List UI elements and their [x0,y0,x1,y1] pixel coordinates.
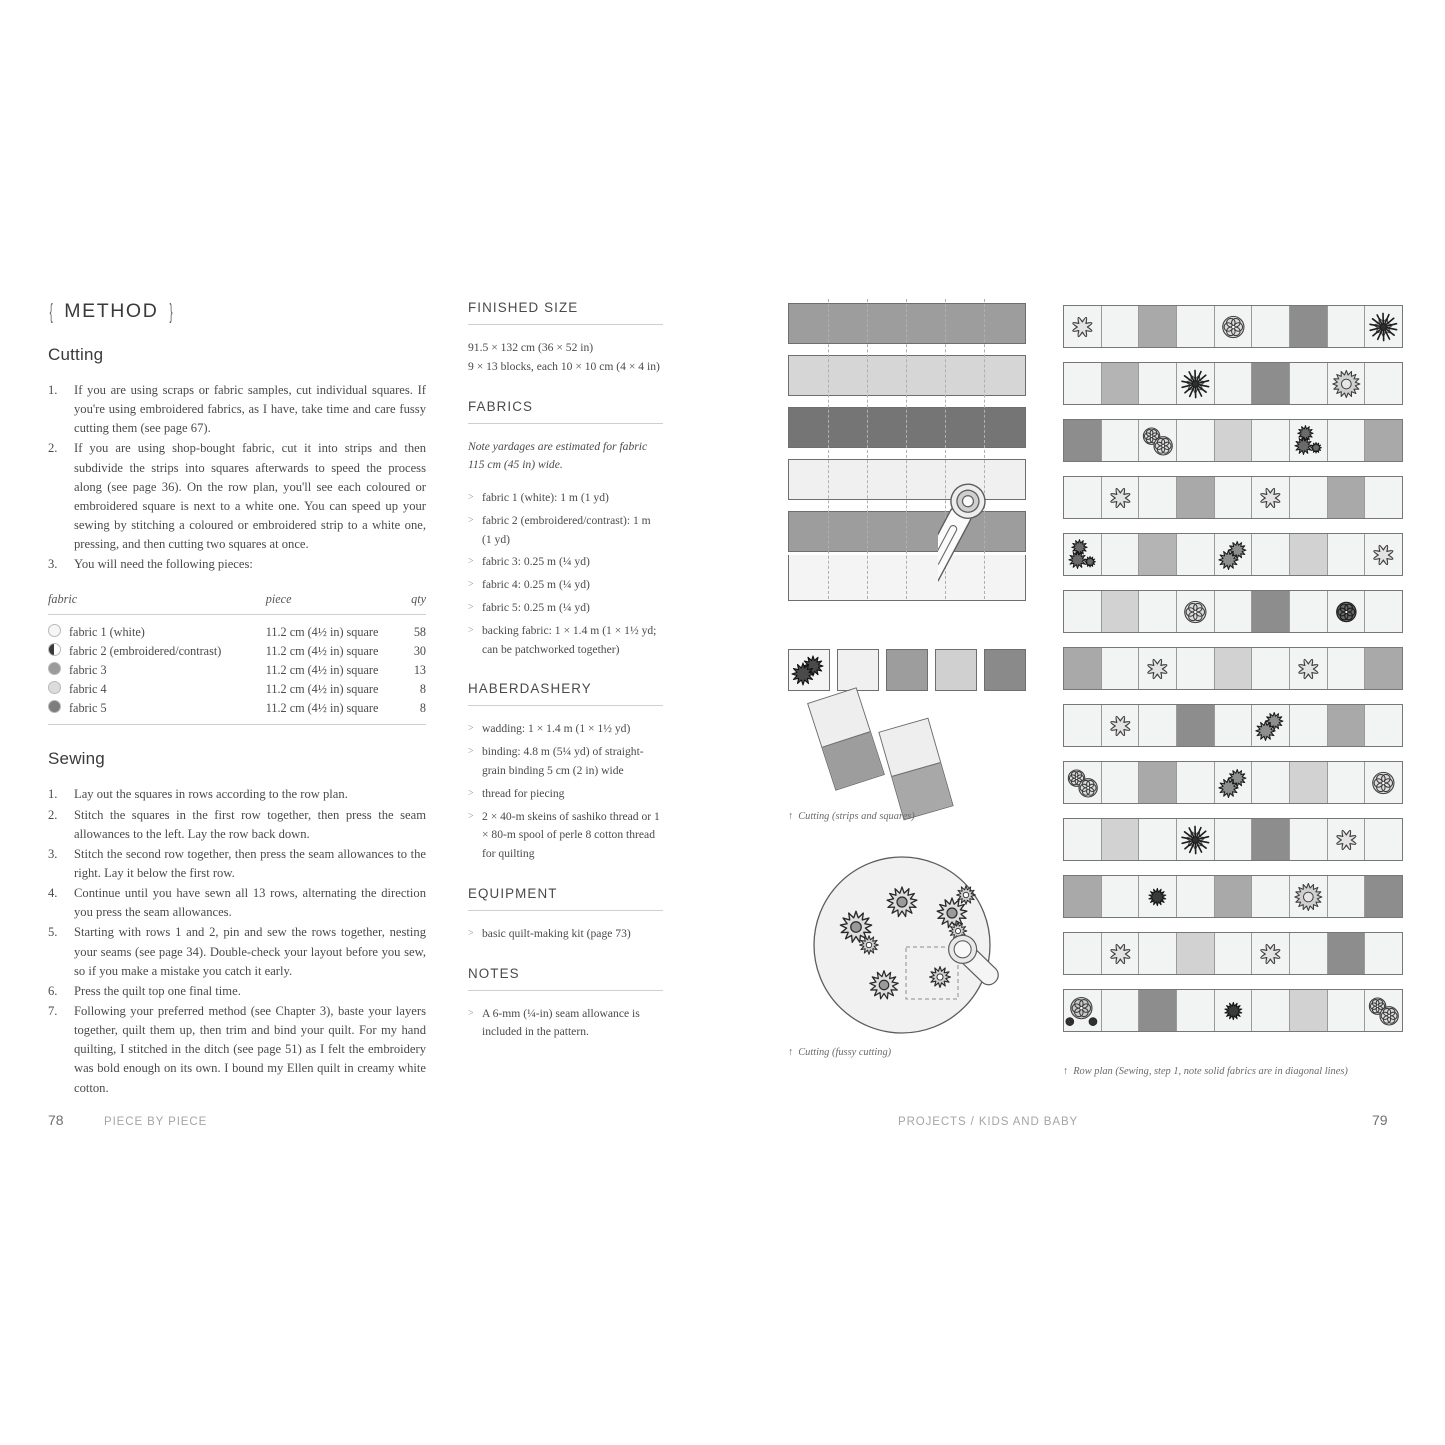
table-head [48,592,426,615]
cut-square [788,649,830,691]
row-plan-cell [1365,819,1402,860]
row-plan-cell [1102,990,1140,1031]
row-plan-cell [1139,477,1177,518]
row-plan-cell [1064,990,1102,1031]
row-plan-cell [1177,819,1215,860]
brace-left-icon: { [49,299,54,323]
list-item-text: wadding: 1 × 1.4 m (1 × 1½ yd) [482,722,631,736]
row-plan-cell [1215,591,1253,632]
row-plan-cell [1102,876,1140,917]
fabrics-body [468,438,663,660]
list-item [48,381,426,438]
list-item [48,555,426,574]
list-item [468,489,663,508]
divider [468,324,663,325]
row-plan-cell [1252,819,1290,860]
row-plan-cell [1290,420,1328,461]
cell-fabric [48,642,266,661]
row-plan-cell [1139,990,1177,1031]
row-plan-cell [1328,648,1366,689]
row-plan-cell [1252,876,1290,917]
haberdashery-body [468,720,663,863]
cutting-steps-list [48,381,426,574]
divider [468,423,663,424]
fabrics-list [468,489,663,659]
list-item [48,785,426,804]
table-header-row [48,592,426,615]
row-plan-cell [1102,762,1140,803]
row-plan-cell [1215,477,1253,518]
row-plan-cell [1064,762,1102,803]
row-plan-row [1063,761,1403,804]
list-item [48,439,426,554]
col-piece: piece [266,592,408,615]
caption-arrow-icon: ↑ [1063,1066,1069,1077]
row-plan-cell [1252,990,1290,1031]
row-plan-cell [1064,876,1102,917]
row-plan-cell [1328,705,1366,746]
arrow-icon: > [468,556,474,568]
row-plan-cell [1215,933,1253,974]
row-plan-cell [1290,648,1328,689]
row-plan-cell [1290,477,1328,518]
haberdashery-heading: HABERDASHERY [468,681,592,697]
list-item [48,1002,426,1098]
row-plan-row [1063,932,1403,975]
list-item-text: fabric 5: 0.25 m (¼ yd) [482,601,590,615]
caption-text: Cutting (fussy cutting) [798,1047,892,1058]
list-item [468,576,663,595]
step-text: If you are using scraps or fabric samples, cut individual squares. If you're using embroidered fabrics, as I have, take time and care fussy cutting them (see page 67). [74,383,426,436]
cell-piece: 11.2 cm (4½ in) square [265,681,379,696]
list-item-text: backing fabric: 1 × 1.4 m (1 × 1½ yd; can be patchworked together) [482,623,657,656]
list-item [468,1005,663,1043]
cell-qty: 58 [413,624,426,639]
step-text: Following your preferred method (see Chapter 3), baste your layers together, quilt them up, then trim and bind your quilt. For my hand quilting, I stitched in the ditch (see page 51) as I felt the embroidery was bold enough on its own. I bound my Ellen quilt in creamy white cotton. [74,1003,426,1095]
arrow-icon: > [468,492,474,504]
method-heading-label: METHOD [64,300,159,322]
cell-piece: 11.2 cm (4½ in) square [265,662,379,677]
divider [468,990,663,991]
row-plan-cell [1064,591,1102,632]
list-item [468,720,663,739]
list-item [468,512,663,550]
row-plan-cell [1139,534,1177,575]
pieced-pair-tile [878,718,953,821]
row-plan-cell [1102,705,1140,746]
row-plan-cell [1177,705,1215,746]
caption-arrow-icon: ↑ [788,1047,794,1058]
row-plan-cell [1328,534,1366,575]
row-plan-cell [1328,306,1366,347]
list-item [468,808,663,864]
caption-fussy-cutting [788,1047,891,1058]
cell-piece: 11.2 cm (4½ in) square [265,624,379,639]
list-item-text: 2 × 40-m skeins of sashiko thread or 1 × 80-m spool of perle 8 cotton thread for quilting [482,809,660,861]
row-plan-cell [1290,876,1328,917]
cut-guide-line [828,299,829,599]
row-plan-cell [1139,819,1177,860]
list-item [48,923,426,980]
finished-size-line: 91.5 × 132 cm (36 × 52 in) [468,341,594,354]
row-plan-cell [1252,534,1290,575]
row-plan-cell [1102,477,1140,518]
col-qty: qty [407,592,426,615]
row-plan-cell [1328,990,1366,1031]
swatch-icon [48,700,61,713]
row-plan-cell [1064,420,1102,461]
row-plan-cell [1177,990,1215,1031]
brace-right-icon: { [169,299,174,323]
row-plan-cell [1252,363,1290,404]
row-plan-cell [1064,648,1102,689]
row-plan-cell [1365,705,1402,746]
row-plan-cell [1252,306,1290,347]
row-plan-cell [1365,591,1402,632]
cell-piece: 11.2 cm (4½ in) square [265,700,379,715]
row-plan-cell [1102,420,1140,461]
equipment-body [468,925,663,944]
arrow-icon: > [468,927,474,939]
figure-row-plan [1063,305,1403,1077]
cell-qty: 8 [419,700,426,715]
cut-square [886,649,928,691]
row-plan-cell [1290,990,1328,1031]
page-number-right: 79 [1372,1112,1388,1128]
row-plan-row [1063,362,1403,405]
running-head-right: PROJECTS / KIDS AND BABY [898,1116,1079,1128]
row-plan-cell [1252,933,1290,974]
step-number: 3. [48,557,58,572]
row-plan-cell [1328,819,1366,860]
row-plan-cell [1215,876,1253,917]
row-plan-cell [1177,477,1215,518]
row-plan-row [1063,590,1403,633]
row-plan-cell [1365,534,1402,575]
row-plan-cell [1365,420,1402,461]
step-number: 5. [48,925,58,940]
cell-qty: 13 [413,662,426,677]
row-plan-grid [1063,305,1403,1032]
row-plan-cell [1177,876,1215,917]
arrow-icon: > [468,723,474,735]
list-item [468,622,663,660]
step-number: 4. [48,886,58,901]
arrow-icon: > [468,514,474,526]
cell-qty: 8 [419,681,426,696]
row-plan-cell [1064,306,1102,347]
row-plan-cell [1290,591,1328,632]
cell-fabric [48,615,266,642]
row-plan-cell [1102,306,1140,347]
sewing-heading: Sewing [48,749,105,769]
row-plan-cell [1064,819,1102,860]
row-plan-cell [1102,933,1140,974]
row-plan-cell [1139,363,1177,404]
row-plan-cell [1252,477,1290,518]
row-plan-cell [1215,762,1253,803]
row-plan-cell [1365,363,1402,404]
rotary-cutter-icon [938,481,1028,611]
row-plan-cell [1139,876,1177,917]
cut-square [984,649,1026,691]
row-plan-cell [1064,534,1102,575]
step-number: 7. [48,1003,58,1018]
table-body [48,615,426,725]
row-plan-cell [1102,363,1140,404]
running-head-left: PIECE BY PIECE [104,1116,208,1128]
row-plan-cell [1064,933,1102,974]
step-number: 1. [48,787,58,802]
fabric-strip [788,355,1026,396]
cell-piece: 11.2 cm (4½ in) square [265,643,379,658]
row-plan-cell [1215,420,1253,461]
row-plan-row [1063,647,1403,690]
row-plan-cell [1365,477,1402,518]
list-item [48,806,426,844]
fabric-strip [788,303,1026,344]
cut-square [837,649,879,691]
caption-text: Cutting (strips and squares) [798,811,915,822]
sewing-steps-list [48,785,426,1097]
step-text: You will need the following pieces: [74,557,253,572]
fabric-label: fabric 3 [69,663,107,678]
row-plan-cell [1365,648,1402,689]
col-fabric: fabric [48,592,266,615]
list-item [48,845,426,883]
row-plan-cell [1177,933,1215,974]
row-plan-cell [1252,648,1290,689]
row-plan-cell [1215,534,1253,575]
fabric-strip [788,407,1026,448]
cut-guide-line [906,299,907,599]
row-plan-cell [1177,648,1215,689]
list-item [468,925,663,944]
row-plan-cell [1252,591,1290,632]
notes-list [468,1005,663,1043]
row-plan-cell [1215,990,1253,1031]
step-text: If you are using shop-bought fabric, cut it into strips and then subdivide the strips into squares afterwards to speed the process along (see page 36). On the row plan, you'll see each coloured or embroidered square is next to a white one. You can speed up your sewing by stitching a coloured or embroidered strip to a white one, pressing, and then cutting two squares at once. [74,441,426,552]
step-number: 3. [48,846,58,861]
row-plan-row [1063,533,1403,576]
row-plan-cell [1177,363,1215,404]
caption-arrow-icon: ↑ [788,811,794,822]
finished-size-body [468,339,663,377]
row-plan-cell [1102,534,1140,575]
row-plan-cell [1177,762,1215,803]
list-item-text: basic quilt-making kit (page 73) [482,926,631,940]
caption-row-plan [1063,1066,1403,1077]
cell-fabric [48,699,266,725]
fabrics-heading: FABRICS [468,398,533,414]
row-plan-cell [1139,306,1177,347]
row-plan-cell [1139,648,1177,689]
haberdashery-list [468,720,663,863]
step-number: 1. [48,383,58,397]
row-plan-cell [1252,705,1290,746]
cell-fabric [48,680,266,699]
step-text: Press the quilt top one final time. [74,983,241,998]
list-item-text: fabric 4: 0.25 m (¼ yd) [482,578,590,592]
row-plan-cell [1102,819,1140,860]
caption-cutting [788,811,915,822]
row-plan-cell [1290,933,1328,974]
row-plan-cell [1064,477,1102,518]
list-item [468,599,663,618]
row-plan-cell [1139,933,1177,974]
row-plan-cell [1328,420,1366,461]
swatch-icon [48,662,61,675]
list-item-text: binding: 4.8 m (5¼ yd) of straight-grain binding 5 cm (2 in) wide [482,745,644,777]
table-row [48,615,426,642]
cutting-heading: Cutting [48,345,104,364]
row-plan-cell [1328,477,1366,518]
arrow-icon: > [468,579,474,591]
row-plan-cell [1290,705,1328,746]
row-plan-cell [1102,591,1140,632]
equipment-heading: EQUIPMENT [468,885,558,901]
notes-heading: NOTES [468,965,520,981]
row-plan-cell [1365,876,1402,917]
row-plan-cell [1215,648,1253,689]
step-text: Stitch the squares in the first row together, then press the seam allowances to the left. Lay the row back down. [74,807,426,841]
row-plan-cell [1177,591,1215,632]
list-item-text: thread for piecing [482,786,565,800]
finished-size-line: 9 × 13 blocks, each 10 × 10 cm (4 × 4 in) [468,359,660,373]
row-plan-cell [1290,534,1328,575]
row-plan-row [1063,989,1403,1032]
step-text: Lay out the squares in rows according to the row plan. [74,787,348,802]
row-plan-cell [1328,591,1366,632]
row-plan-cell [1252,420,1290,461]
swatch-icon [48,624,61,637]
list-item [48,884,426,922]
row-plan-cell [1215,705,1253,746]
arrow-icon: > [468,1007,474,1019]
row-plan-row [1063,476,1403,519]
method-heading [48,300,426,323]
row-plan-cell [1064,705,1102,746]
list-item-text: fabric 1 (white): 1 m (1 yd) [482,491,609,505]
fabric-table [48,592,426,725]
row-plan-cell [1139,705,1177,746]
cut-guide-line [867,299,868,599]
step-number: 2. [48,441,58,456]
page-number-left: 78 [48,1112,64,1128]
cell-qty: 30 [413,643,426,658]
swatch-icon [48,643,61,656]
row-plan-cell [1064,363,1102,404]
row-plan-row [1063,419,1403,462]
table-row [48,661,426,680]
arrow-icon: > [468,787,474,799]
specs-column [468,300,663,1046]
fabric-label: fabric 1 (white) [69,625,145,640]
row-plan-cell [1328,363,1366,404]
row-plan-cell [1290,819,1328,860]
list-item [48,982,426,1001]
row-plan-cell [1365,306,1402,347]
fabric-label: fabric 4 [69,682,107,697]
row-plan-cell [1177,420,1215,461]
step-text: Continue until you have sewn all 13 rows, alternating the direction you press the seam allowances. [74,886,426,920]
method-column [48,300,426,1099]
step-text: Starting with rows 1 and 2, pin and sew the rows together, nesting your seams (see page 34). Double-check your layout before you sew, so if you make a mistake you catch it early. [74,925,426,978]
row-plan-cell [1177,306,1215,347]
step-text: Stitch the second row together, then press the seam allowances to the right. Lay it below the first row. [74,846,426,880]
row-plan-cell [1139,591,1177,632]
fussy-cutting-illustration [806,855,1012,1043]
list-item [468,743,663,781]
row-plan-cell [1215,306,1253,347]
table-row [48,699,426,725]
row-plan-cell [1328,876,1366,917]
row-plan-row [1063,875,1403,918]
step-number: 2. [48,807,58,822]
list-item-text: fabric 2 (embroidered/contrast): 1 m (1 yd) [482,513,651,546]
list-item [468,553,663,572]
row-plan-row [1063,305,1403,348]
row-plan-row [1063,704,1403,747]
arrow-icon: > [468,624,474,636]
row-plan-cell [1290,363,1328,404]
figure-cutting-strips-and-squares [788,303,1030,823]
row-plan-cell [1215,363,1253,404]
table-row [48,642,426,661]
row-plan-cell [1290,306,1328,347]
figure-fussy-cutting [788,855,1030,1060]
caption-text: Row plan (Sewing, step 1, note solid fabrics are in diagonal lines) [1073,1066,1348,1077]
divider [468,910,663,911]
row-plan-cell [1328,933,1366,974]
list-item [468,785,663,804]
cell-fabric [48,661,266,680]
list-item-text: fabric 3: 0.25 m (¼ yd) [482,555,590,569]
divider [468,705,663,706]
row-plan-cell [1290,762,1328,803]
row-plan-cell [1139,762,1177,803]
equipment-list [468,925,663,944]
row-plan-cell [1365,990,1402,1031]
row-plan-cell [1252,762,1290,803]
step-number: 6. [48,983,58,998]
row-plan-cell [1365,933,1402,974]
notes-body [468,1005,663,1043]
arrow-icon: > [468,602,474,614]
fabric-label: fabric 2 (embroidered/contrast) [69,644,222,659]
arrow-icon: > [468,746,474,758]
row-plan-cell [1102,648,1140,689]
row-plan-cell [1139,420,1177,461]
finished-size-heading: FINISHED SIZE [468,300,579,315]
row-plan-row [1063,818,1403,861]
arrow-icon: > [468,810,474,822]
pieced-pair-tile [807,687,885,791]
row-plan-cell [1215,819,1253,860]
fabric-label: fabric 5 [69,701,107,716]
cut-square [935,649,977,691]
list-item-text: A 6-mm (¼-in) seam allowance is included in the pattern. [482,1006,640,1039]
table-row [48,680,426,699]
swatch-icon [48,681,61,694]
fabrics-note: Note yardages are estimated for fabric 115 cm (45 in) wide. [468,439,648,472]
row-plan-cell [1328,762,1366,803]
row-plan-cell [1365,762,1402,803]
row-plan-cell [1177,534,1215,575]
